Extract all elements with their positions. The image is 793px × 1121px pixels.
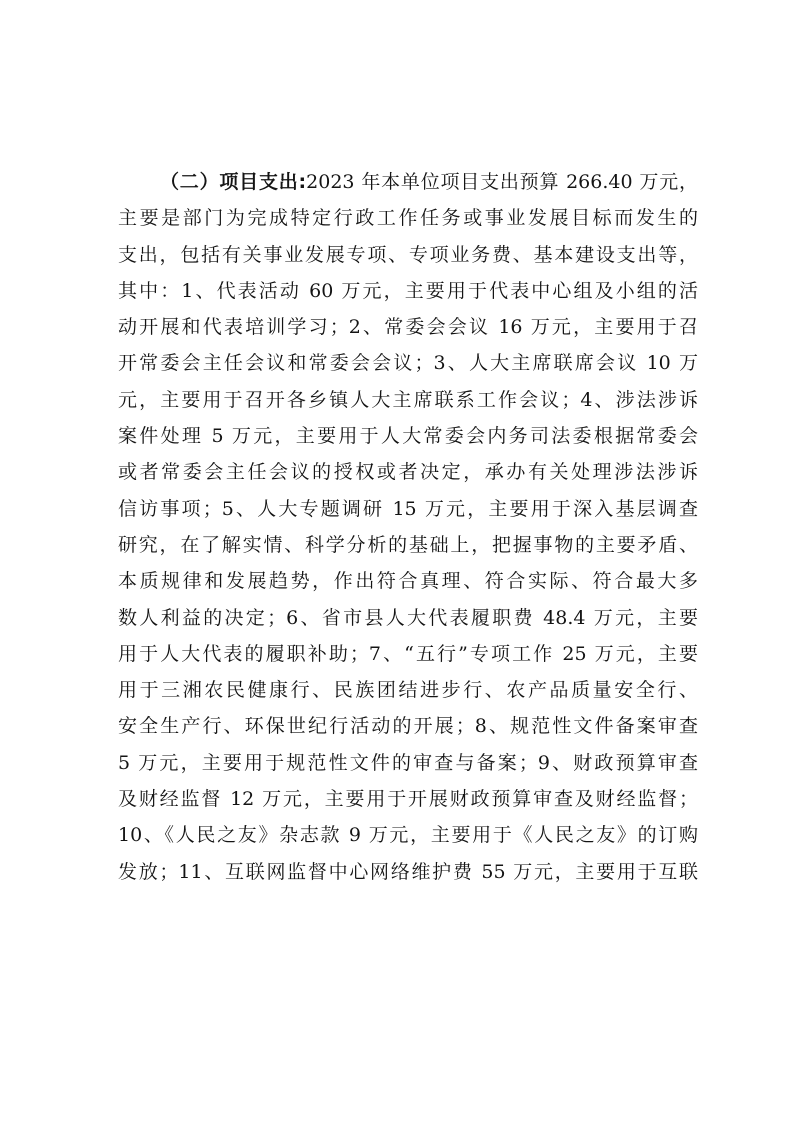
paragraph-line-1 <box>118 164 698 200</box>
paragraph-line-19: 10、《人民之友》杂志款 9 万元，主要用于《人民之友》的订购 <box>118 824 698 847</box>
paragraph-line-12: 本质规律和发展趋势，作出符合真理、符合实际、符合最大多 <box>118 570 698 593</box>
paragraph-line-9: 或者常委会主任会议的授权或者决定，承办有关处理涉法涉诉 <box>118 461 698 484</box>
paragraph-line-15: 用于三湘农民健康行、民族团结进步行、农产品质量安全行、 <box>118 679 698 702</box>
paragraph-line-17: 5 万元，主要用于规范性文件的审查与备案；9、财政预算审查 <box>118 751 698 774</box>
paragraph-line-8: 案件处理 5 万元，主要用于人大常委会内务司法委根据常委会 <box>118 425 698 448</box>
paragraph-line-2: 主要是部门为完成特定行政工作任务或事业发展目标而发生的 <box>118 207 698 230</box>
paragraph-line-16: 安全生产行、环保世纪行活动的开展；8、规范性文件备案审查 <box>118 715 698 738</box>
paragraph-line-11: 研究，在了解实情、科学分析的基础上，把握事物的主要矛盾、 <box>118 533 698 556</box>
paragraph-line-13: 数人利益的决定；6、省市县人大代表履职费 48.4 万元，主要 <box>118 606 698 629</box>
paragraph-line-14: 用于人大代表的履职补助；7、“五行”专项工作 25 万元，主要 <box>118 642 698 665</box>
body-text <box>118 164 698 890</box>
paragraph-line-20: 发放；11、互联网监督中心网络维护费 55 万元，主要用于互联 <box>118 860 698 883</box>
paragraph-line-1-text: 2023 年本单位项目支出预算 266.40 万元， <box>306 171 698 193</box>
section-heading: （二）项目支出: <box>160 171 307 193</box>
paragraph-line-6: 开常委会主任会议和常委会会议；3、人大主席联席会议 10 万 <box>118 352 698 375</box>
paragraph-line-3: 支出，包括有关事业发展专项、专项业务费、基本建设支出等， <box>118 243 698 266</box>
paragraph-line-5: 动开展和代表培训学习；2、常委会会议 16 万元，主要用于召 <box>118 316 698 339</box>
paragraph-line-4: 其中：1、代表活动 60 万元，主要用于代表中心组及小组的活 <box>118 279 698 302</box>
paragraph-line-7: 元，主要用于召开各乡镇人大主席联系工作会议；4、涉法涉诉 <box>118 388 698 411</box>
paragraph-line-18: 及财经监督 12 万元，主要用于开展财政预算审查及财经监督； <box>118 788 698 811</box>
paragraph-line-10: 信访事项；5、人大专题调研 15 万元，主要用于深入基层调查 <box>118 497 698 520</box>
